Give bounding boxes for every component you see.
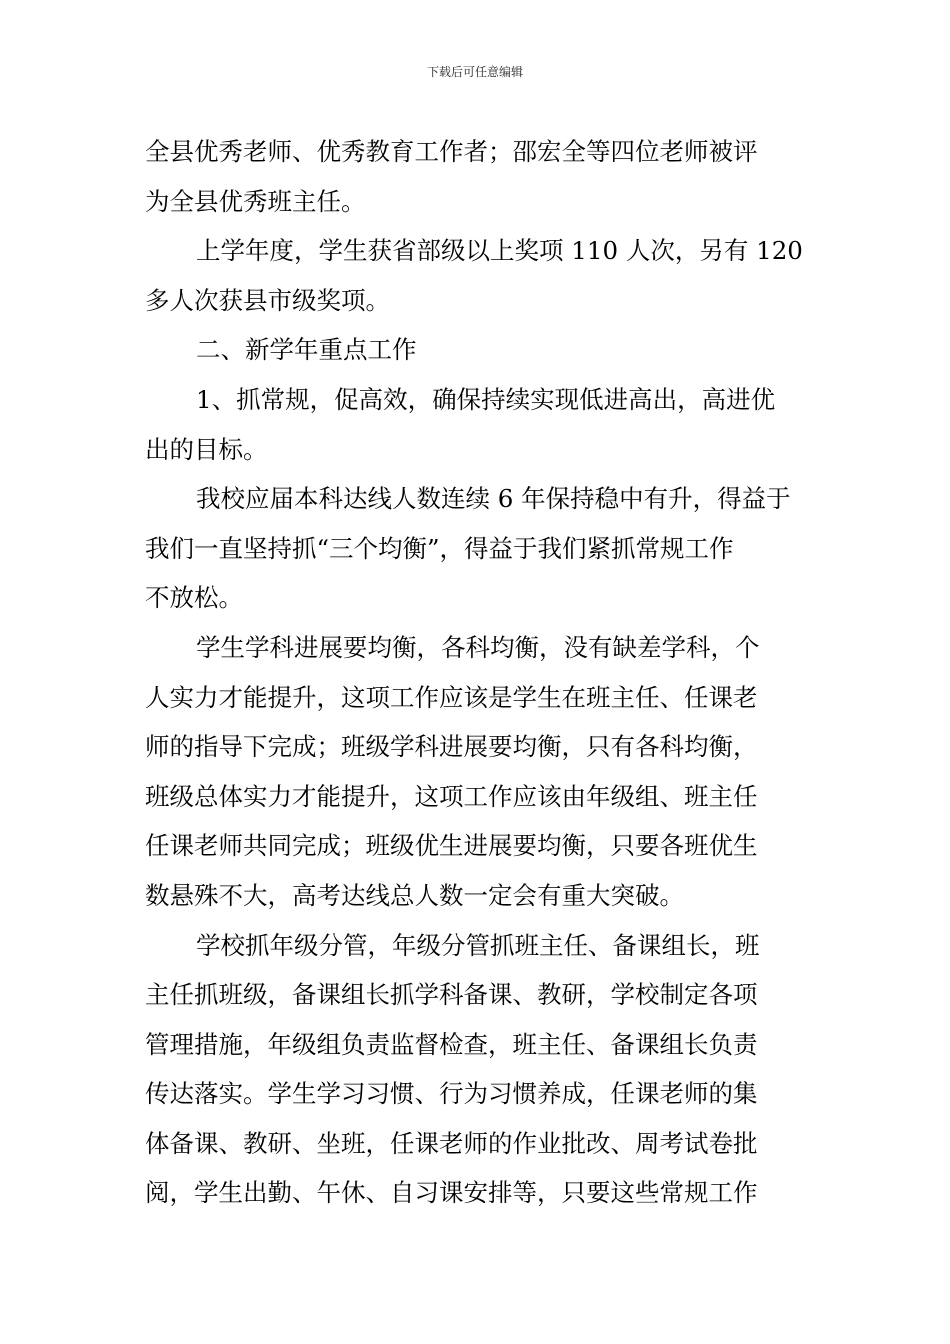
text-line: 传达落实。学生学习习惯、行为习惯养成，任课老师的集	[145, 1079, 758, 1109]
text-line: 阅，学生出勤、午休、自习课安排等，只要这些常规工作	[145, 1178, 758, 1208]
text-line: 多人次获县市级奖项。	[145, 285, 390, 315]
text-line: 体备课、教研、坐班，任课老师的作业批改、周考试卷批	[145, 1128, 758, 1158]
text-line: 为全县优秀班主任。	[145, 186, 366, 216]
text-line: 出的目标。	[145, 434, 268, 464]
text-line: 任课老师共同完成；班级优生进展要均衡，只要各班优生	[145, 831, 758, 861]
text-line: 1、抓常规，促高效，确保持续实现低进高出，高进优	[196, 384, 776, 414]
text-line: 我校应届本科达线人数连续 6 年保持稳中有升，得益于	[196, 484, 791, 514]
text-line: 全县优秀老师、优秀教育工作者；邵宏全等四位老师被评	[145, 137, 758, 166]
page-header: 下载后可任意编辑	[426, 65, 523, 79]
text-line: 班级总体实力才能提升，这项工作应该由年级组、班主任	[145, 781, 758, 811]
text-line: 主任抓班级，备课组长抓学科备课、教研，学校制定各项	[145, 980, 758, 1010]
text-line: 我们一直坚持抓“三个均衡”，得益于我们紧抓常规工作	[145, 533, 734, 563]
text-line: 管理措施，年级组负责监督检查，班主任、备课组长负责	[145, 1029, 758, 1059]
document-body	[145, 127, 810, 1218]
text-line: 学校抓年级分管，年级分管抓班主任、备课组长，班	[196, 930, 760, 960]
text-line: 人实力才能提升，这项工作应该是学生在班主任、任课老	[145, 682, 758, 712]
text-line: 上学年度，学生获省部级以上奖项 110 人次，另有 120	[196, 236, 803, 266]
text-line: 师的指导下完成；班级学科进展要均衡，只有各科均衡，	[145, 732, 758, 762]
text-line: 数悬殊不大，高考达线总人数一定会有重大突破。	[145, 880, 684, 910]
section-heading: 二、新学年重点工作	[196, 335, 417, 365]
text-line: 学生学科进展要均衡，各科均衡，没有缺差学科，个	[196, 632, 760, 662]
text-line: 不放松。	[145, 583, 243, 613]
